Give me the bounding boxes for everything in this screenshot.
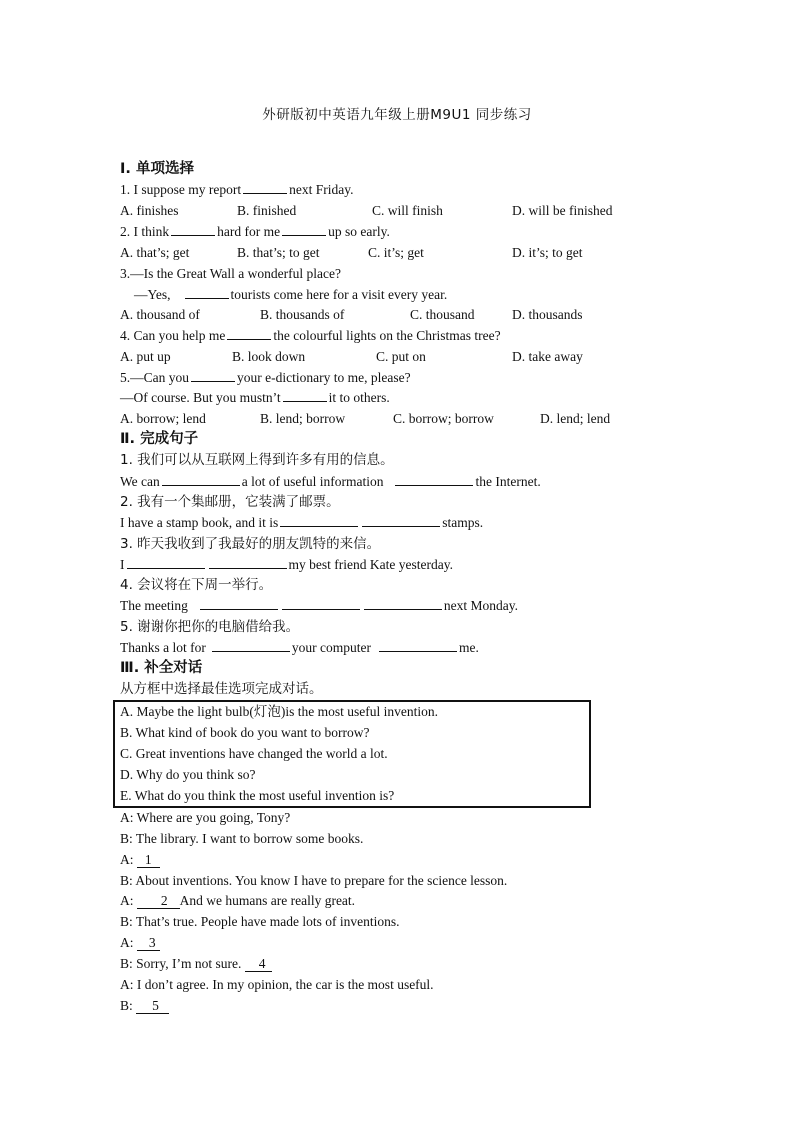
blank bbox=[395, 473, 473, 486]
blank bbox=[200, 597, 278, 610]
q1-option-a: A. finishes bbox=[120, 203, 179, 218]
sentence-3-chinese: 3. 昨天我收到了我最好的朋友凯特的来信。 bbox=[120, 536, 381, 552]
answer-blank-3: 3 bbox=[137, 935, 160, 951]
q1-option-d: D. will be finished bbox=[512, 203, 613, 218]
question-4: 4. Can you help me the colourful lights on the Christmas tree? bbox=[120, 328, 501, 343]
q4-option-b: B. look down bbox=[232, 349, 306, 364]
box-option-b: B. What kind of book do you want to borrow? bbox=[120, 725, 370, 740]
blank bbox=[243, 181, 287, 194]
sentence-5-chinese: 5. 谢谢你把你的电脑借给我。 bbox=[120, 619, 300, 635]
dialogue-line-8: B: Sorry, I’m not sure. 4 bbox=[120, 955, 272, 973]
sentence-2-chinese: 2. 我有一个集邮册，它装满了邮票。 bbox=[120, 494, 340, 510]
box-option-e: E. What do you think the most useful invention is? bbox=[120, 788, 395, 803]
box-option-d: D. Why do you think so? bbox=[120, 767, 256, 782]
q4-option-c: C. put on bbox=[376, 349, 426, 364]
q5-option-b: B. lend; borrow bbox=[260, 411, 346, 426]
sentence-3-english: I my best friend Kate yesterday. bbox=[120, 557, 453, 572]
sentence-5-english: Thanks a lot for your computer me. bbox=[120, 640, 479, 655]
q5-option-c: C. borrow; borrow bbox=[393, 411, 494, 426]
q2-option-b: B. that’s; to get bbox=[237, 245, 320, 260]
box-option-c: C. Great inventions have changed the world a lot. bbox=[120, 746, 388, 761]
blank bbox=[185, 286, 229, 299]
blank bbox=[162, 473, 240, 486]
answer-blank-2: 2 bbox=[137, 893, 180, 909]
section-3-heading: Ⅲ. 补全对话 bbox=[120, 660, 203, 676]
blank bbox=[127, 556, 205, 569]
blank bbox=[280, 514, 358, 527]
section-1-heading: Ⅰ. 单项选择 bbox=[120, 161, 194, 177]
question-5-reply: —Of course. But you mustn’t it to others. bbox=[120, 390, 390, 405]
question-2: 2. I think hard for me up so early. bbox=[120, 224, 390, 239]
dialogue-line-10: B: 5 bbox=[120, 997, 169, 1015]
q3-option-a: A. thousand of bbox=[120, 307, 200, 322]
q5-option-a: A. borrow; lend bbox=[120, 411, 206, 426]
sentence-2-english: I have a stamp book, and it is stamps. bbox=[120, 515, 484, 530]
q2-option-a: A. that’s; get bbox=[120, 245, 190, 260]
question-1: 1. I suppose my report next Friday. bbox=[120, 182, 354, 197]
answer-blank-1: 1 bbox=[137, 852, 160, 868]
q3-option-d: D. thousands bbox=[512, 307, 583, 322]
blank bbox=[212, 639, 290, 652]
dialogue-line-1: A: Where are you going, Tony? bbox=[120, 810, 291, 825]
question-3: 3.—Is the Great Wall a wonderful place? bbox=[120, 266, 341, 281]
page-title: 外研版初中英语九年级上册M9U1 同步练习 bbox=[262, 107, 532, 123]
dialogue-line-6: B: That’s true. People have made lots of inventions. bbox=[120, 914, 400, 929]
section-2-heading: Ⅱ. 完成句子 bbox=[120, 431, 199, 447]
sentence-1-english: We can a lot of useful information the Internet. bbox=[120, 474, 541, 489]
dialogue-line-3: A: 1 bbox=[120, 851, 160, 869]
q2-option-d: D. it’s; to get bbox=[512, 245, 583, 260]
sentence-1-chinese: 1. 我们可以从互联网上得到许多有用的信息。 bbox=[120, 452, 394, 468]
sentence-4-english: The meeting next Monday. bbox=[120, 598, 518, 613]
q1-option-b: B. finished bbox=[237, 203, 297, 218]
blank bbox=[191, 369, 235, 382]
dialogue-line-9: A: I don’t agree. In my opinion, the car is the most useful. bbox=[120, 977, 434, 992]
blank bbox=[171, 223, 215, 236]
blank bbox=[362, 514, 440, 527]
dialogue-line-4: B: About inventions. You know I have to prepare for the science lesson. bbox=[120, 873, 508, 888]
q3-option-b: B. thousands of bbox=[260, 307, 345, 322]
q1-option-c: C. will finish bbox=[372, 203, 443, 218]
box-option-a: A. Maybe the light bulb(灯泡)is the most useful invention. bbox=[120, 704, 438, 719]
q2-option-c: C. it’s; get bbox=[368, 245, 424, 260]
blank bbox=[227, 327, 271, 340]
question-5: 5.—Can you your e-dictionary to me, please? bbox=[120, 370, 411, 385]
dialogue-line-2: B: The library. I want to borrow some books. bbox=[120, 831, 364, 846]
q3-option-c: C. thousand bbox=[410, 307, 475, 322]
blank bbox=[364, 597, 442, 610]
blank bbox=[282, 597, 360, 610]
blank bbox=[209, 556, 287, 569]
blank bbox=[379, 639, 457, 652]
blank bbox=[283, 389, 327, 402]
q5-option-d: D. lend; lend bbox=[540, 411, 611, 426]
q4-option-d: D. take away bbox=[512, 349, 583, 364]
dialogue-line-7: A: 3 bbox=[120, 934, 160, 952]
question-3-answer-line: —Yes, tourists come here for a visit every year. bbox=[134, 287, 448, 302]
q4-option-a: A. put up bbox=[120, 349, 171, 364]
blank bbox=[282, 223, 326, 236]
sentence-4-chinese: 4. 会议将在下周一举行。 bbox=[120, 577, 273, 593]
answer-blank-4: 4 bbox=[245, 956, 272, 972]
dialogue-line-5: A: 2 And we humans are really great. bbox=[120, 893, 356, 908]
answer-blank-5: 5 bbox=[136, 998, 169, 1014]
section-3-instruction: 从方框中选择最佳选项完成对话。 bbox=[120, 681, 323, 697]
